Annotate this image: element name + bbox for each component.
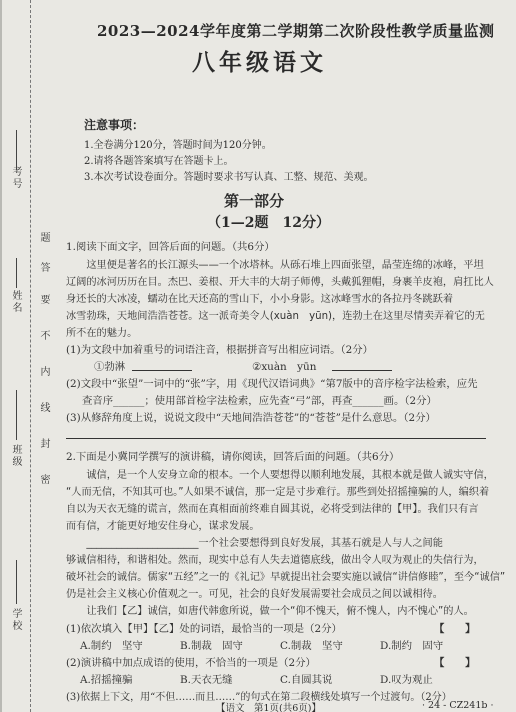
seal-char-1: 题	[38, 232, 49, 244]
q1-answer-line	[332, 370, 392, 371]
q2-sub3: (3)依据上下文，用“不但……而且……”的句式在第二段横线处填写一个过渡句。（2分）	[66, 692, 452, 703]
q2-passage-line: 而有信，才能更好地安住身心，谋求发展。	[66, 521, 260, 532]
subject-title: 八年级语文	[192, 49, 327, 76]
q2-passage-line: 够诚信相待，和谐相处。然而，现实中总有人失去道德底线，做出令人叹为观止的失信行为，	[66, 555, 484, 566]
q2-passage-line: ______________________一个社会要想得到良好发展，其基石就是人与人之间能	[66, 538, 443, 549]
q2-passage-line: 诚信，是一个人安身立命的根本。一个人要想得以顺利地发展，其根本就是做人诚实守信，	[66, 470, 494, 481]
q2-sub2-option: C.自圆其说	[280, 674, 333, 686]
binding-line	[30, 0, 31, 712]
q2-passage-line: 让我们【乙】诚信，如唐代韩愈所说，做一个“仰不愧天，俯不愧人，内不愧心”的人。	[66, 606, 474, 617]
note-item: 3.本次考试设卷面分。答题时要求书写认真、工整、规范、美观。	[84, 172, 374, 183]
seal-char-3: 要	[38, 294, 49, 306]
q1-sub2-line1: (2)文段中“张望”一词中的“张”字，用《现代汉语词典》“第7版中的音序检字法检索，应先	[66, 378, 478, 390]
exam-no-label: 考号	[10, 166, 21, 190]
part-title: 第一部分	[224, 192, 285, 210]
seal-char-8: 密	[38, 474, 49, 486]
exam-no-line	[16, 130, 17, 170]
q1-stem: 1.阅读下面文字，回答后面的问题。（共6分）	[66, 241, 275, 253]
seal-char-4: 不	[38, 330, 49, 342]
q2-sub1-option: D.制约 固守	[380, 640, 444, 652]
q1-sub1-a: ①勃淋	[94, 361, 126, 373]
q1-passage-line: 辽阔的冰河历历在目。杰巴、姜根、开大丰的大胡子师傅，头戴狐狸帽，身裹羊皮袍，肩扛比人	[66, 277, 494, 288]
class-label: 班级	[10, 444, 21, 468]
notes-heading: 注意事项：	[84, 118, 145, 132]
exam-page	[2, 0, 516, 712]
name-label: 姓名	[10, 290, 21, 314]
seal-char-2: 答	[38, 262, 49, 274]
q2-sub1-option: A.制约 坚守	[80, 640, 143, 652]
q2-sub1-option: C.制裁 坚守	[280, 640, 343, 652]
q1-sub2-line2: 查音序______；使用部首检字法检索，应先查“弓”部，再查______画。（2分）	[82, 395, 437, 407]
q1-passage-line: 这里便是著名的长江源头——一个冰塔林。从砾石堆上四面张望，晶莹连绵的冰峰，平坦	[66, 260, 484, 271]
q2-sub2-option: A.招摇撞骗	[80, 674, 133, 686]
q1-sub1-b: ②xuàn yūn	[252, 361, 317, 373]
seal-char-5: 内	[38, 366, 49, 378]
q2-sub1-answer-bracket: 【 】	[434, 623, 476, 635]
page-footer: 【语文 第1页(共6页)】	[216, 703, 322, 712]
q2-passage-line: “人而无信，不知其可也。”人如果不诚信，那一定是寸步难行。那些到处招摇撞骗的人，编织着	[66, 487, 490, 498]
q1-sub3: (3)从修辞角度上说，说说文段中“天地间浩浩苍苍”的“苍苍”是什么意思。（2分）	[66, 412, 436, 424]
q2-sub2-answer-bracket: 【 】	[434, 657, 476, 669]
seal-char-6: 线	[38, 402, 49, 414]
name-line	[16, 258, 17, 288]
note-item: 1.全卷满分120分，答题时间为120分钟。	[84, 140, 272, 151]
q2-sub2-option: B.天衣无缝	[180, 674, 233, 686]
class-line	[16, 390, 17, 440]
q1-passage-line: 身还长的大冰凌，蠕动在比天还高的雪山下，小小身影。这冰峰雪水的各拉丹冬跳跃着	[66, 294, 454, 305]
q2-sub1: (1)依次填入【甲】【乙】处的词语，最恰当的一项是（2分）	[66, 623, 342, 635]
q2-passage-line: 破坏社会的诚信。儒家“五经”之一的《礼记》早就提出社会要实施以诚信“讲信修睦”，至今“诚信”	[66, 572, 506, 583]
q2-sub1-option: B.制裁 固守	[180, 640, 243, 652]
q1-answer-line	[66, 438, 486, 439]
school-line	[16, 560, 17, 604]
q2-passage-line: 仍是社会主义核心价值观之一。可见，社会的良好发展需要社会成员之间以诚相待。	[66, 589, 443, 600]
q2-sub2: (2)演讲稿中加点成语的使用，不恰当的一项是（2分）	[66, 657, 316, 669]
q2-sub2-option: D.叹为观止	[380, 674, 433, 686]
exam-title: 2023—2024学年度第二学期第二次阶段性教学质量监测	[97, 22, 495, 40]
note-item: 2.请将各题答案填写在答题卡上。	[84, 156, 234, 167]
q2-stem: 2.下面是小冀同学撰写的演讲稿，请你阅读，回答后面的问题。（共6分）	[66, 451, 400, 463]
q1-sub1: (1)为文段中加着重号的词语注音，根据拼音写出相应词语。（2分）	[66, 344, 374, 356]
seal-char-7: 封	[38, 438, 49, 450]
q1-passage-line: 所不在的魅力。	[66, 328, 138, 339]
part-subtitle: （1—2题 12分）	[207, 215, 330, 231]
school-label: 学校	[10, 608, 21, 632]
paper-code: · 24 - CZ241b ·	[422, 700, 494, 711]
q2-passage-line: 自以为天衣无缝的谎言，然而在真相面前终难自圆其说，必将受到法律的【甲】。我们只有言	[66, 504, 479, 515]
q1-answer-line	[132, 370, 192, 371]
q1-passage-line: 冰雪勃珠，天地间浩浩苍苍。这一派奇美令人(xuàn yūn)，连勃土在这里尽情卖弄着它的无	[66, 311, 485, 322]
